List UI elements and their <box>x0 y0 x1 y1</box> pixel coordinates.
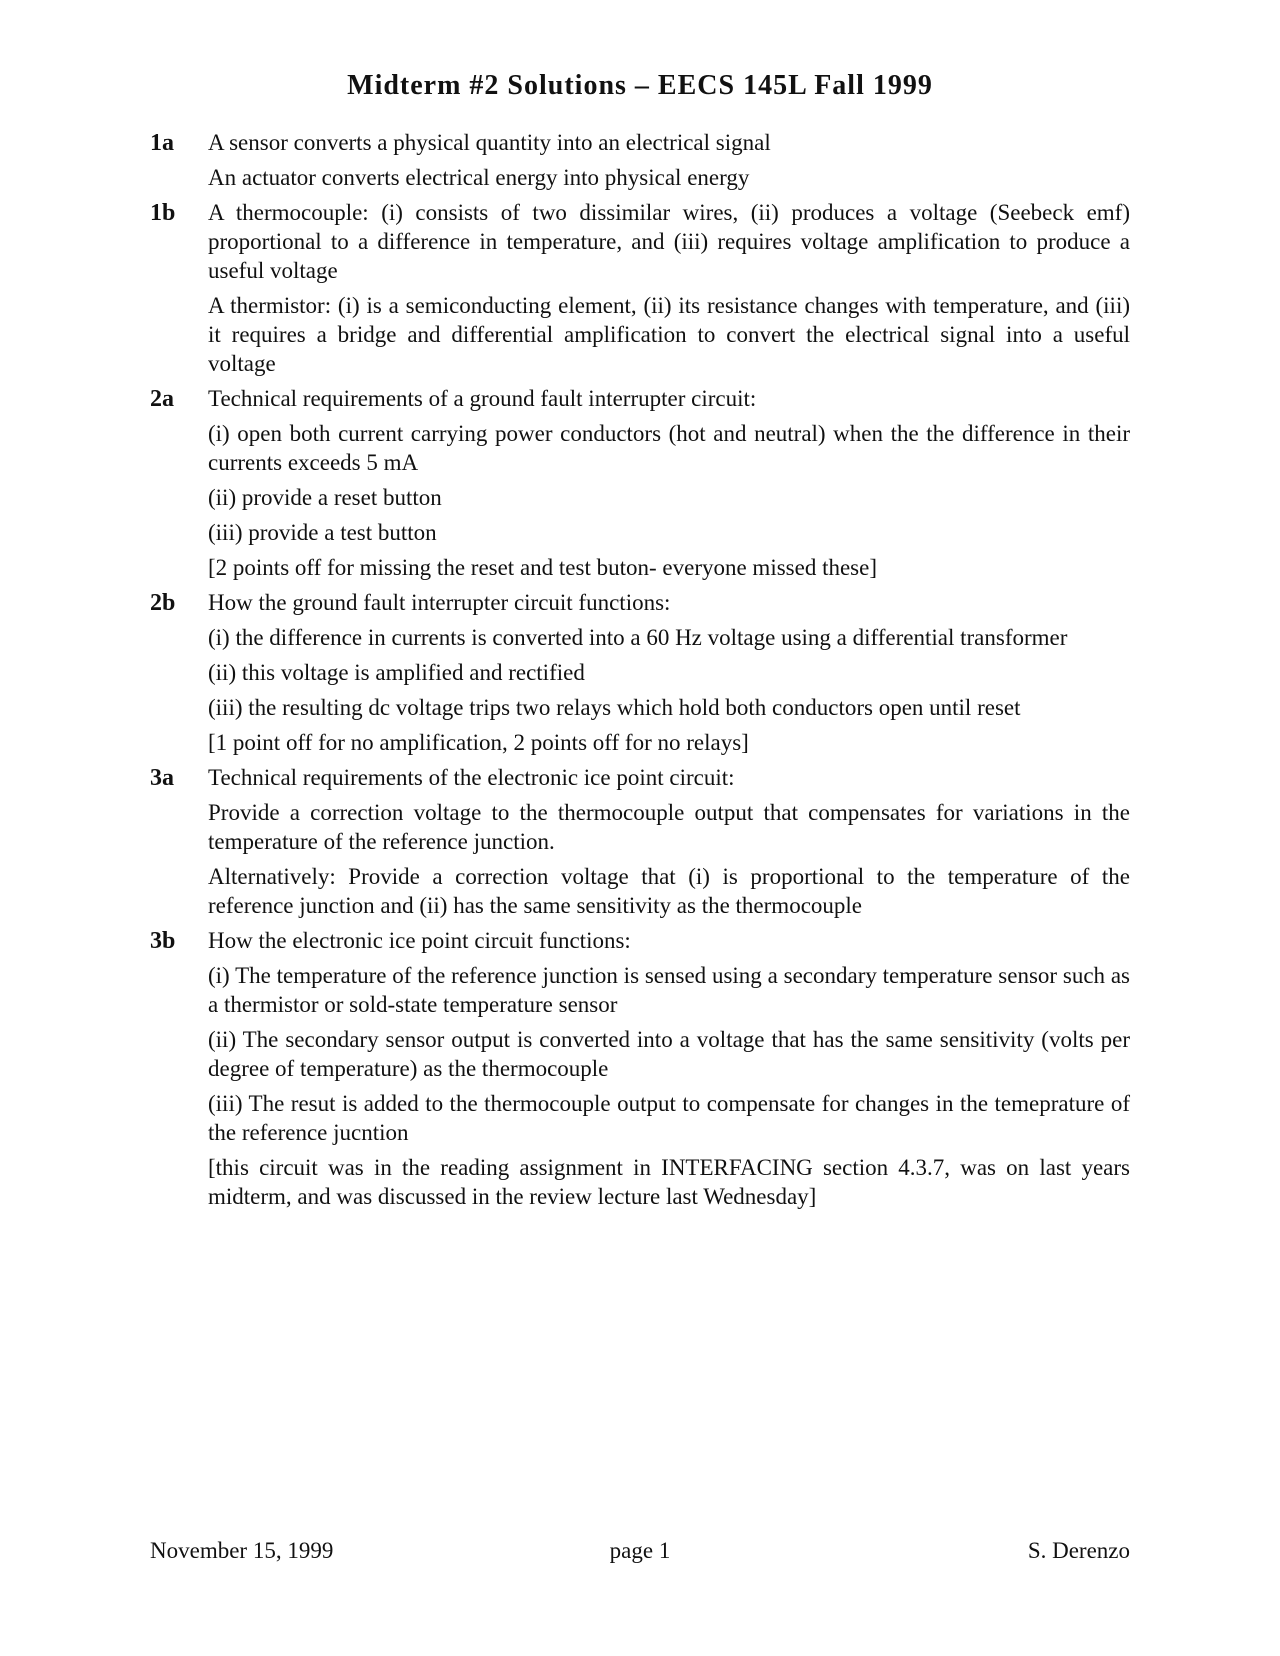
section-2b <box>150 588 1130 763</box>
section-body <box>208 128 1130 198</box>
section-label: 3a <box>150 765 174 791</box>
paragraph: (ii) provide a reset button <box>208 485 442 510</box>
paragraph: (i) the difference in currents is converted into a 60 Hz voltage using a differential transformer <box>208 625 1068 650</box>
section-body <box>208 926 1130 1217</box>
paragraph: (ii) this voltage is amplified and rectified <box>208 660 585 685</box>
section-body <box>208 763 1130 926</box>
section-label: 1b <box>150 200 176 226</box>
section-body <box>208 384 1130 588</box>
paragraph: [2 points off for missing the reset and test buton- everyone missed these] <box>208 555 877 580</box>
section-3a <box>150 763 1130 926</box>
section-body <box>208 588 1130 763</box>
footer-page-number: page 1 <box>609 1538 671 1563</box>
paragraph: How the electronic ice point circuit functions: <box>208 928 631 953</box>
section-label: 2b <box>150 590 176 616</box>
section-body <box>208 198 1130 384</box>
content <box>150 128 1130 1217</box>
footer-date: November 15, 1999 <box>150 1538 334 1563</box>
paragraph: Technical requirements of a ground fault interrupter circuit: <box>208 386 757 411</box>
footer-author: S. Derenzo <box>1027 1538 1130 1563</box>
paragraph: [1 point off for no amplification, 2 points off for no relays] <box>208 730 749 755</box>
paragraph: (i) The temperature of the reference junction is sensed using a secondary temperature sensor such as a thermistor or sold-state temperature sensor <box>208 963 1130 1017</box>
section-2a <box>150 384 1130 588</box>
paragraph: A sensor converts a physical quantity into an electrical signal <box>208 130 771 155</box>
paragraph: Technical requirements of the electronic ice point circuit: <box>208 765 735 790</box>
section-3b <box>150 926 1130 1217</box>
section-1a <box>150 128 1130 198</box>
section-label: 2a <box>150 386 174 412</box>
paragraph: Alternatively: Provide a correction voltage that (i) is proportional to the temperature of the reference junction and (ii) has the same sensitivity as the thermocouple <box>208 864 1130 918</box>
paragraph: (iii) the resulting dc voltage trips two relays which hold both conductors open until reset <box>208 695 1021 720</box>
section-1b <box>150 198 1130 384</box>
section-label: 1a <box>150 130 174 156</box>
paragraph: [this circuit was in the reading assignment in INTERFACING section 4.3.7, was on last years midterm, and was discussed in the review lecture last Wednesday] <box>208 1155 1130 1209</box>
paragraph: (iii) The resut is added to the thermocouple output to compensate for changes in the temepraturе of the reference jucntion <box>208 1091 1130 1145</box>
paragraph: (iii) provide a test button <box>208 520 437 545</box>
paragraph: How the ground fault interrupter circuit functions: <box>208 590 671 615</box>
paragraph: Provide a correction voltage to the thermocouple output that compensates for variations in the temperature of the reference junction. <box>208 800 1130 854</box>
paragraph: A thermocouple: (i) consists of two dissimilar wires, (ii) produces a voltage (Seebeck emf) proportional to a difference in temperature, and (iii) requires voltage amplification to produce a useful voltage <box>208 200 1130 283</box>
paragraph: (i) open both current carrying power conductors (hot and neutral) when the the difference in their currents exceeds 5 mA <box>208 421 1130 475</box>
paragraph: A thermistor: (i) is a semiconducting element, (ii) its resistance changes with temperature, and (iii) it requires a bridge and differential amplification to convert the electrical signal into a useful voltage <box>208 293 1130 376</box>
section-label: 3b <box>150 928 176 954</box>
paragraph: An actuator converts electrical energy into physical energy <box>208 165 750 190</box>
paragraph: (ii) The secondary sensor output is converted into a voltage that has the same sensitivity (volts per degree of temperature) as the thermocouple <box>208 1027 1130 1081</box>
page-title: Midterm #2 Solutions – EECS 145L Fall 1999 <box>347 70 933 101</box>
